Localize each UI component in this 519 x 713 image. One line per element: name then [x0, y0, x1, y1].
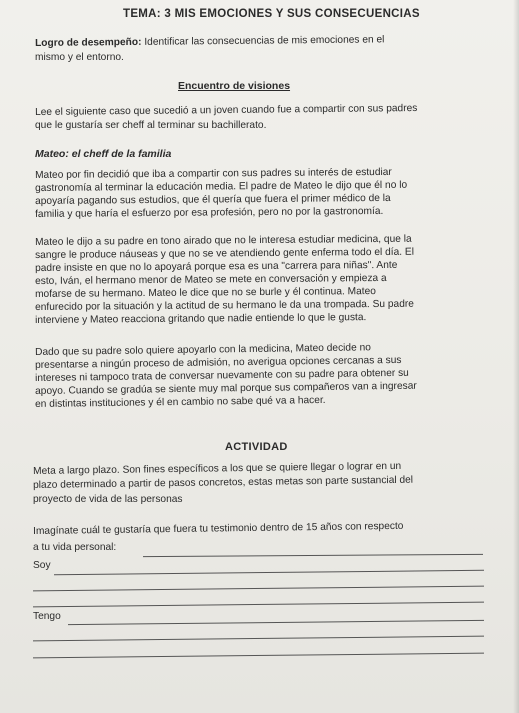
- story-title: Mateo: el cheff de la familia: [35, 148, 172, 160]
- story-paragraph-2-line: esto, Iván, el hermano menor de Mateo se mete en conversación y empieza a: [35, 272, 387, 287]
- meta-definition-line: plazo determinado a partir de pasos concretos, estas metas son parte sustancial del: [33, 474, 414, 491]
- story-paragraph-1-line: Mateo por fin decidió que iba a compartir con sus padres su interés de estudiar: [35, 166, 392, 181]
- answer-line[interactable]: [33, 653, 484, 659]
- story-paragraph-3-line: Dado que su padre solo quiere apoyarlo con la medicina, Mateo decide no: [35, 342, 371, 358]
- document-title: TEMA: 3 MIS EMOCIONES Y SUS CONSECUENCIAS: [123, 8, 420, 20]
- story-paragraph-2-line: padre insiste en que no lo apoyará porque esa es una "carrera para niñas". Ante: [35, 259, 398, 274]
- testimony-prompt-line-1: Imagínate cuál te gustaría que fuera tu testimonio dentro de 15 años con respecto: [33, 520, 404, 537]
- meta-definition-line: Meta a largo plazo. Son fines específicos a los que se quiere llegar o lograr en un: [33, 460, 402, 477]
- answer-line[interactable]: [33, 636, 484, 642]
- story-paragraph-3-line: en distintas instituciones y él en cambio no sabe qué va a hacer.: [35, 394, 326, 410]
- soy-label: Soy: [33, 560, 51, 571]
- intro-line-2: que le gustaría ser cheff al terminar su bachillerato.: [35, 120, 267, 131]
- story-paragraph-1-line: gastronomía al terminar la educación media. El padre de Mateo le dijo que él no lo: [35, 179, 408, 194]
- learning-goal-line-2: mismo y el entorno.: [35, 52, 124, 63]
- story-paragraph-2-line: Mateo le dijo a su padre en tono airado que no le interesa estudiar medicina, que la: [35, 233, 412, 248]
- testimony-prompt-line-2: a tu vida personal:: [33, 542, 117, 553]
- story-paragraph-2-line: interviene y Mateo reacciona gritando que nadie entiende lo que le gusta.: [35, 312, 367, 326]
- story-paragraph-1-line: apoyaría pagando sus estudios, que él quería que fuera el primer médico de la: [35, 192, 391, 207]
- story-paragraph-3-line: intereses ni tampoco trata de conversar nuevamente con su padre para obtener su: [35, 367, 409, 384]
- page-edge-shadow: [513, 0, 519, 713]
- intro-line-1: Lee el siguiente caso que sucedió a un joven cuando fue a compartir con sus padres: [35, 102, 418, 118]
- answer-line[interactable]: [33, 586, 484, 592]
- answer-line[interactable]: [143, 554, 483, 557]
- story-paragraph-3-line: apoyo. Cuando se gradúa se siente muy mal porque sus compañeros van a ingresar: [35, 380, 417, 397]
- tengo-label: Tengo: [33, 611, 61, 622]
- story-paragraph-2-line: mofarse de su hermano. Mateo le dice que no se burle y él continua. Mateo: [35, 286, 377, 300]
- story-paragraph-1-line: familia y que haría el esfuerzo por esa profesión, pero no por la gastronomía.: [35, 205, 384, 220]
- learning-goal-text: Identificar las consecuencias de mis emociones en el: [141, 34, 385, 48]
- story-paragraph-2-line: enfurecido por la situación y la actitud de su hermano le da una trompada. Su padre: [35, 298, 414, 313]
- learning-goal-line-1: [35, 34, 384, 50]
- answer-line[interactable]: [33, 602, 484, 608]
- tengo-answer-line[interactable]: [68, 620, 484, 625]
- activity-heading: ACTIVIDAD: [225, 441, 288, 453]
- soy-answer-line[interactable]: [54, 570, 484, 576]
- story-paragraph-3-line: presentarse a ningún proceso de admisión, no averigua opciones cercanas a sus: [35, 354, 402, 371]
- meta-definition-line: proyecto de vida de las personas: [33, 494, 183, 505]
- learning-goal-label: Logro de desempeño:: [35, 36, 142, 49]
- story-paragraph-2-line: sangre le produce náuseas y que no se ve atendiendo gente enferma todo el día. El: [35, 246, 414, 261]
- section-heading: Encuentro de visiones: [178, 80, 291, 92]
